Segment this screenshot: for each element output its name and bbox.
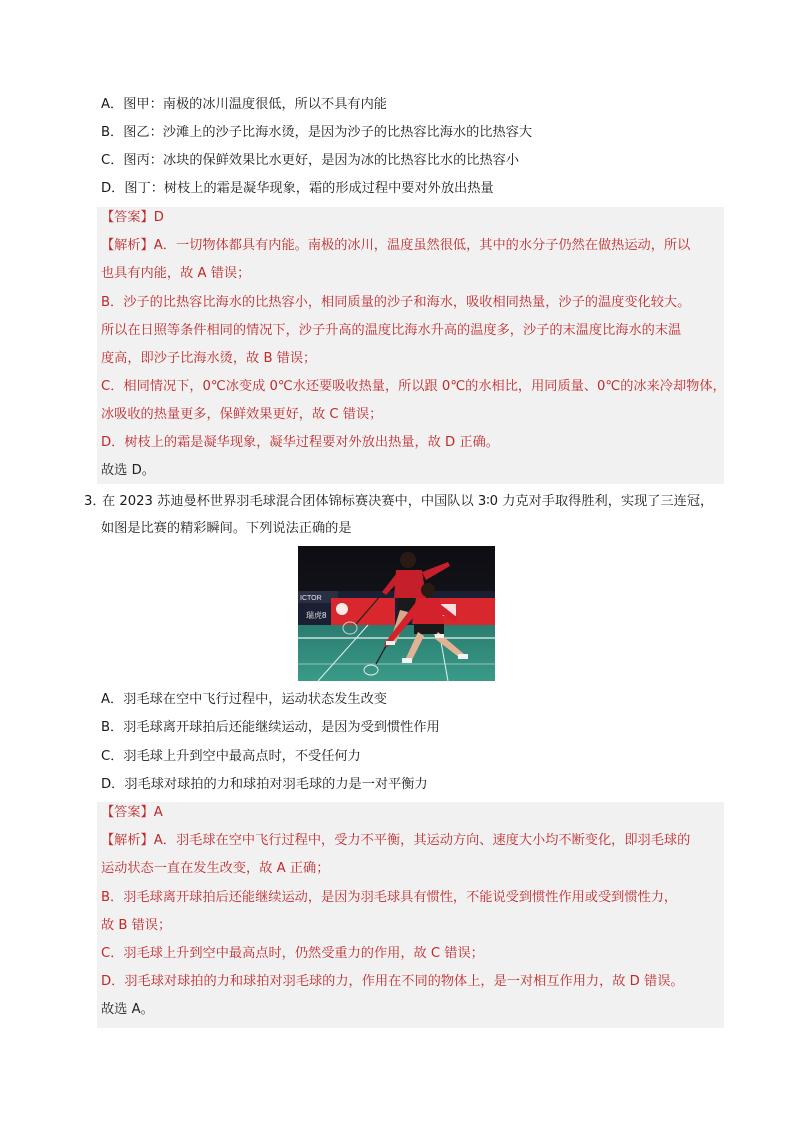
q2-option-a: A．图甲：南极的冰川温度很低，所以不具有内能 [101, 97, 387, 112]
q2-solution-block [97, 207, 724, 484]
q3-stem-line-2: 如图是比赛的精彩瞬间。下列说法正确的是 [101, 521, 352, 536]
q2-analysis-line-4: 所以在日照等条件相同的情况下，沙子升高的温度比海水升高的温度多，沙子的末温度比海水的末温 [101, 323, 682, 338]
q2-analysis-line-2: 也具有内能，故 A 错误； [101, 266, 251, 281]
q3-analysis-line-4: 故 B 错误； [101, 918, 172, 933]
q3-analysis-line-1 [101, 831, 690, 851]
q2-conclusion: 故选 D。 [101, 463, 155, 478]
q2-answer-tag: 【答案】 [101, 210, 154, 225]
q2-answer-line [101, 208, 164, 228]
q3-option-b: B．羽毛球离开球拍后还能继续运动，是因为受到惯性作用 [101, 720, 440, 735]
q2-option-b: B．图乙：沙滩上的沙子比海水烫，是因为沙子的比热容比海水的比热容大 [101, 125, 533, 140]
q3-number: 3． [84, 494, 106, 509]
q3-analysis-line-5: C．羽毛球上升到空中最高点时，仍然受重力的作用，故 C 错误； [101, 946, 484, 961]
q3-answer-tag: 【答案】 [101, 805, 154, 820]
q2-analysis-line-1 [101, 236, 690, 256]
q3-analysis-line-2: 运动状态一直在发生改变，故 A 正确； [101, 861, 330, 876]
q2-answer-value: D [153, 210, 164, 225]
q3-analysis-line-6: D．羽毛球对球拍的力和球拍对羽毛球的力，作用在不同的物体上，是一对相互作用力，故 D 错误。 [101, 974, 684, 989]
q3-conclusion: 故选 A。 [101, 1002, 154, 1017]
q3-stem-line-1: 在 2023 苏迪曼杯世界羽毛球混合团体锦标赛决赛中，中国队以 3∶0 力克对手取得胜利，实现了三连冠， [102, 494, 714, 509]
q2-analysis-text-1: A．一切物体都具有内能。南极的冰川，温度虽然很低，其中的水分子仍然在做热运动，所以 [153, 238, 691, 253]
q2-analysis-line-8: D．树枝上的霜是凝华现象，凝华过程要对外放出热量，故 D 正确。 [101, 435, 499, 450]
q3-analysis-line-3: B．羽毛球离开球拍后还能继续运动，是因为羽毛球具有惯性，不能说受到惯性作用或受到惯性力， [101, 890, 678, 905]
q2-analysis-line-7: 冰吸收的热量更多，保鲜效果更好，故 C 错误； [101, 407, 383, 422]
q3-answer-value: A [153, 805, 163, 820]
q2-analysis-tag: 【解析】 [101, 238, 154, 253]
banner-mid-text: 瑞虎8 [306, 611, 327, 620]
q2-analysis-line-5: 度高，即沙子比海水烫，故 B 错误； [101, 351, 317, 366]
q3-option-c: C．羽毛球上升到空中最高点时，不受任何力 [101, 749, 361, 764]
q3-option-a: A．羽毛球在空中飞行过程中，运动状态发生改变 [101, 692, 387, 707]
q2-option-c: C．图丙：冰块的保鲜效果比水更好，是因为冰的比热容比水的比热容小 [101, 153, 520, 168]
badminton-match-photo [298, 546, 495, 681]
q3-analysis-tag: 【解析】 [101, 833, 154, 848]
q2-option-d: D．图丁：树枝上的霜是凝华现象，霜的形成过程中要对外放出热量 [101, 181, 494, 196]
q2-analysis-line-6: C．相同情况下，0℃冰变成 0℃水还要吸收热量，所以跟 0℃的水相比，用同质量、0℃的冰来冷却物体， [101, 379, 726, 394]
q2-analysis-line-3: B．沙子的比热容比海水的比热容小，相同质量的沙子和海水，吸收相同热量，沙子的温度变化较大。 [101, 295, 691, 310]
q3-analysis-text-1: A．羽毛球在空中飞行过程中，受力不平衡，其运动方向、速度大小均不断变化，即羽毛球的 [153, 833, 691, 848]
q3-solution-block [97, 802, 724, 1028]
banner-left-text: ICTOR [300, 595, 322, 602]
q3-option-d: D．羽毛球对球拍的力和球拍对羽毛球的力是一对平衡力 [101, 777, 428, 792]
q3-answer-line [101, 803, 163, 823]
